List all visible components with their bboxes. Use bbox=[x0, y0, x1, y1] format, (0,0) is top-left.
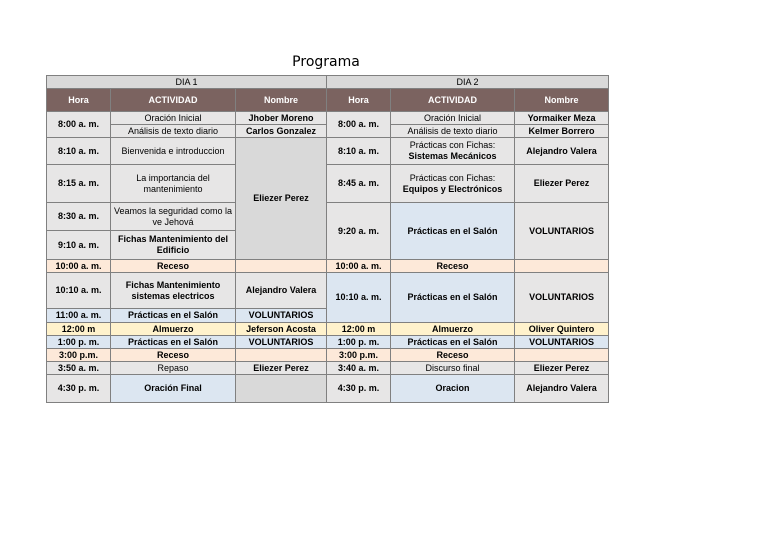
nombre-header: Nombre bbox=[236, 89, 327, 112]
name-cell: VOLUNTARIOS bbox=[515, 336, 609, 349]
activity-cell: Receso bbox=[111, 349, 236, 362]
actividad-header: ACTIVIDAD bbox=[111, 89, 236, 112]
activity-cell: Prácticas en el Salón bbox=[391, 336, 515, 349]
activity-cell: Oración Inicial bbox=[391, 112, 515, 125]
table-row bbox=[47, 260, 609, 273]
time-cell: 12:00 m bbox=[47, 323, 111, 336]
time-cell: 1:00 p. m. bbox=[327, 336, 391, 349]
table-row bbox=[47, 336, 609, 349]
time-cell: 10:00 a. m. bbox=[47, 260, 111, 273]
activity-cell: Oración Inicial bbox=[111, 112, 236, 125]
name-cell bbox=[236, 349, 327, 362]
name-cell: VOLUNTARIOS bbox=[236, 309, 327, 323]
activity-cell: Veamos la seguridad como la ve Jehová bbox=[111, 203, 236, 231]
name-cell: Alejandro Valera bbox=[515, 375, 609, 403]
activity-cell: Prácticas en el Salón bbox=[391, 273, 515, 323]
activity-cell: Prácticas en el Salón bbox=[391, 203, 515, 260]
activity-cell: Análisis de texto diario bbox=[111, 125, 236, 138]
page-title: Programa bbox=[292, 54, 360, 70]
name-cell: Yormaiker Meza bbox=[515, 112, 609, 125]
day-1-header: DIA 1 bbox=[47, 76, 327, 89]
name-cell: Eliezer Perez bbox=[515, 362, 609, 375]
table-row bbox=[47, 362, 609, 375]
time-cell: 9:10 a. m. bbox=[47, 231, 111, 260]
time-cell: 1:00 p. m. bbox=[47, 336, 111, 349]
time-cell: 10:10 a. m. bbox=[327, 273, 391, 323]
name-cell: Eliezer Perez bbox=[236, 362, 327, 375]
column-header-row bbox=[47, 89, 609, 112]
time-cell: 10:00 a. m. bbox=[327, 260, 391, 273]
time-cell: 4:30 p. m. bbox=[47, 375, 111, 403]
actividad-header: ACTIVIDAD bbox=[391, 89, 515, 112]
table-row bbox=[47, 323, 609, 336]
table-row bbox=[47, 375, 609, 403]
name-cell: Carlos Gonzalez bbox=[236, 125, 327, 138]
day-header-row bbox=[47, 76, 609, 89]
activity-line: Prácticas con Fichas: bbox=[409, 140, 496, 150]
time-cell: 9:20 a. m. bbox=[327, 203, 391, 260]
name-cell bbox=[515, 260, 609, 273]
activity-line: Sistemas Mecánicos bbox=[408, 151, 497, 161]
activity-cell: Análisis de texto diario bbox=[391, 125, 515, 138]
activity-cell bbox=[391, 138, 515, 165]
activity-cell: Discurso final bbox=[391, 362, 515, 375]
hora-header: Hora bbox=[47, 89, 111, 112]
time-cell: 3:00 p.m. bbox=[47, 349, 111, 362]
name-cell: VOLUNTARIOS bbox=[515, 203, 609, 260]
time-cell: 3:40 a. m. bbox=[327, 362, 391, 375]
time-cell: 8:00 a. m. bbox=[327, 112, 391, 138]
name-cell: Eliezer Perez bbox=[236, 138, 327, 260]
activity-cell: Fichas Mantenimiento sistemas electricos bbox=[111, 273, 236, 309]
activity-cell: Oracion bbox=[391, 375, 515, 403]
name-cell bbox=[236, 375, 327, 403]
activity-line: Equipos y Electrónicos bbox=[402, 183, 503, 194]
time-cell: 12:00 m bbox=[327, 323, 391, 336]
nombre-header: Nombre bbox=[515, 89, 609, 112]
name-cell: Jhober Moreno bbox=[236, 112, 327, 125]
activity-cell: Receso bbox=[391, 260, 515, 273]
activity-cell: Bienvenida e introduccion bbox=[111, 138, 236, 165]
time-cell: 3:00 p.m. bbox=[327, 349, 391, 362]
table-row bbox=[47, 203, 609, 231]
time-cell: 3:50 a. m. bbox=[47, 362, 111, 375]
name-cell: Jeferson Acosta bbox=[236, 323, 327, 336]
time-cell: 8:30 a. m. bbox=[47, 203, 111, 231]
table-row bbox=[47, 138, 609, 165]
table-row bbox=[47, 112, 609, 125]
day-2-header: DIA 2 bbox=[327, 76, 609, 89]
name-cell: Alejandro Valera bbox=[515, 138, 609, 165]
time-cell: 8:10 a. m. bbox=[47, 138, 111, 165]
activity-cell: Almuerzo bbox=[111, 323, 236, 336]
time-cell: 10:10 a. m. bbox=[47, 273, 111, 309]
time-cell: 8:15 a. m. bbox=[47, 165, 111, 203]
activity-cell: Receso bbox=[391, 349, 515, 362]
name-cell bbox=[236, 260, 327, 273]
activity-cell: Oración Final bbox=[111, 375, 236, 403]
time-cell: 8:10 a. m. bbox=[327, 138, 391, 165]
activity-cell: Fichas Mantenimiento del Edificio bbox=[111, 231, 236, 260]
activity-cell: Prácticas en el Salón bbox=[111, 309, 236, 323]
name-cell: Eliezer Perez bbox=[515, 165, 609, 203]
name-cell: Kelmer Borrero bbox=[515, 125, 609, 138]
table-row bbox=[47, 273, 609, 309]
activity-line: Prácticas con Fichas: bbox=[409, 172, 496, 183]
time-cell: 11:00 a. m. bbox=[47, 309, 111, 323]
activity-cell: La importancia del mantenimiento bbox=[111, 165, 236, 203]
activity-cell: Receso bbox=[111, 260, 236, 273]
name-cell: Oliver Quintero bbox=[515, 323, 609, 336]
hora-header: Hora bbox=[327, 89, 391, 112]
name-cell: Alejandro Valera bbox=[236, 273, 327, 309]
activity-cell: Almuerzo bbox=[391, 323, 515, 336]
name-cell bbox=[515, 349, 609, 362]
schedule-table bbox=[46, 75, 609, 403]
table-row bbox=[47, 349, 609, 362]
name-cell: VOLUNTARIOS bbox=[236, 336, 327, 349]
time-cell: 8:00 a. m. bbox=[47, 112, 111, 138]
time-cell: 4:30 p. m. bbox=[327, 375, 391, 403]
activity-cell: Prácticas en el Salón bbox=[111, 336, 236, 349]
name-cell: VOLUNTARIOS bbox=[515, 273, 609, 323]
activity-cell bbox=[391, 165, 515, 203]
table-row bbox=[47, 165, 609, 203]
activity-cell: Repaso bbox=[111, 362, 236, 375]
time-cell: 8:45 a. m. bbox=[327, 165, 391, 203]
